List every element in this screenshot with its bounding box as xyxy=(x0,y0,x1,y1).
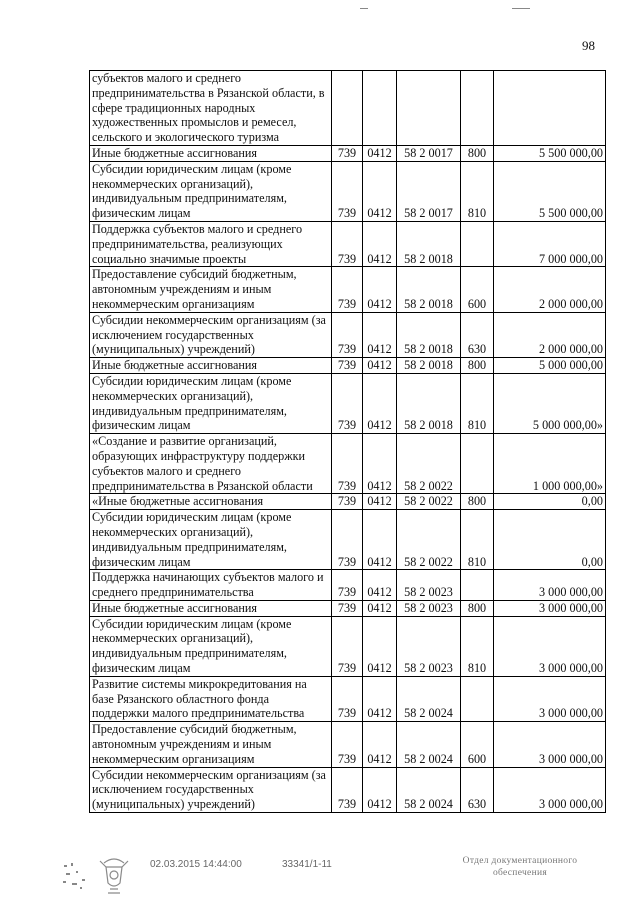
cell-amount: 2 000 000,00 xyxy=(494,312,606,357)
page-footer xyxy=(0,853,640,903)
cell-grbs: 739 xyxy=(332,373,363,433)
cell-rzpr: 0412 xyxy=(363,373,397,433)
cell-rzpr: 0412 xyxy=(363,161,397,221)
cell-name: Поддержка субъектов малого и среднего предпринимательства, реализующих социально значимые проекты xyxy=(90,221,332,266)
cell-rzpr: 0412 xyxy=(363,510,397,570)
cell-grbs: 739 xyxy=(332,676,363,721)
cell-rzpr: 0412 xyxy=(363,221,397,266)
cell-vr: 630 xyxy=(461,767,494,812)
cell-csr: 58 2 0024 xyxy=(397,722,461,767)
cell-amount: 3 000 000,00 xyxy=(494,767,606,812)
cell-grbs: 739 xyxy=(332,616,363,676)
cell-vr: 800 xyxy=(461,600,494,616)
cell-rzpr: 0412 xyxy=(363,434,397,494)
table-row xyxy=(90,510,606,570)
cell-name: Субсидии юридическим лицам (кроме некоммерческих организаций), индивидуальным предпринимателям, физическим лицам xyxy=(90,373,332,433)
cell-csr: 58 2 0024 xyxy=(397,767,461,812)
table-row xyxy=(90,722,606,767)
cell-amount: 5 500 000,00 xyxy=(494,145,606,161)
cell-amount: 0,00 xyxy=(494,494,606,510)
cell-amount: 3 000 000,00 xyxy=(494,600,606,616)
cell-rzpr: 0412 xyxy=(363,600,397,616)
cell-name: «Иные бюджетные ассигнования xyxy=(90,494,332,510)
cell-name: Субсидии некоммерческим организациям (за исключением государственных (муниципальных) учреждений) xyxy=(90,767,332,812)
cell-csr: 58 2 0018 xyxy=(397,267,461,312)
cell-csr: 58 2 0023 xyxy=(397,616,461,676)
cell-amount xyxy=(494,71,606,146)
cell-name: субъектов малого и среднего предпринимательства в Рязанской области, в сфере традиционных народных художественных промыслов и ремесел, сельского и экологического туризма xyxy=(90,71,332,146)
cell-rzpr: 0412 xyxy=(363,267,397,312)
cell-grbs xyxy=(332,71,363,146)
cell-vr xyxy=(461,221,494,266)
cell-vr xyxy=(461,434,494,494)
cell-vr: 630 xyxy=(461,312,494,357)
scan-marks xyxy=(360,6,530,12)
cell-rzpr: 0412 xyxy=(363,767,397,812)
cell-vr xyxy=(461,71,494,146)
cell-grbs: 739 xyxy=(332,221,363,266)
table-row xyxy=(90,312,606,357)
table-row xyxy=(90,161,606,221)
cell-amount: 5 000 000,00 xyxy=(494,358,606,374)
footer-department: Отдел документационного обеспечения xyxy=(462,856,578,878)
table-row xyxy=(90,616,606,676)
cell-rzpr: 0412 xyxy=(363,358,397,374)
cell-name: «Создание и развитие организаций, образующих инфраструктуру поддержки субъектов малого и среднего предпринимательства в Рязанской области xyxy=(90,434,332,494)
cell-amount: 3 000 000,00 xyxy=(494,616,606,676)
cell-csr: 58 2 0022 xyxy=(397,434,461,494)
cell-vr: 600 xyxy=(461,722,494,767)
cell-grbs: 739 xyxy=(332,161,363,221)
cell-grbs: 739 xyxy=(332,267,363,312)
cell-name: Иные бюджетные ассигнования xyxy=(90,145,332,161)
cell-vr: 810 xyxy=(461,616,494,676)
cell-name: Иные бюджетные ассигнования xyxy=(90,358,332,374)
cell-name: Субсидии некоммерческим организациям (за исключением государственных (муниципальных) учреждений) xyxy=(90,312,332,357)
table-row xyxy=(90,373,606,433)
cell-amount: 0,00 xyxy=(494,510,606,570)
cell-csr: 58 2 0024 xyxy=(397,676,461,721)
cell-rzpr: 0412 xyxy=(363,676,397,721)
cell-rzpr: 0412 xyxy=(363,145,397,161)
cell-csr: 58 2 0017 xyxy=(397,161,461,221)
cell-vr: 800 xyxy=(461,494,494,510)
cell-csr: 58 2 0018 xyxy=(397,358,461,374)
footer-datetime: 02.03.2015 14:44:00 xyxy=(150,859,242,870)
cell-csr: 58 2 0022 xyxy=(397,494,461,510)
cell-grbs: 739 xyxy=(332,434,363,494)
cell-grbs: 739 xyxy=(332,767,363,812)
cell-grbs: 739 xyxy=(332,312,363,357)
table-row xyxy=(90,434,606,494)
cell-amount: 3 000 000,00 xyxy=(494,676,606,721)
table-row xyxy=(90,600,606,616)
cell-csr: 58 2 0018 xyxy=(397,221,461,266)
cell-vr: 810 xyxy=(461,161,494,221)
cell-vr: 800 xyxy=(461,145,494,161)
cell-csr xyxy=(397,71,461,146)
table-row xyxy=(90,676,606,721)
coat-of-arms-icon xyxy=(96,853,132,895)
cell-name: Иные бюджетные ассигнования xyxy=(90,600,332,616)
cell-vr: 600 xyxy=(461,267,494,312)
budget-table-body xyxy=(90,71,606,813)
table-row xyxy=(90,221,606,266)
cell-grbs: 739 xyxy=(332,145,363,161)
cell-name: Субсидии юридическим лицам (кроме некоммерческих организаций), индивидуальным предпринимателям, физическим лицам xyxy=(90,616,332,676)
cell-amount: 5 000 000,00» xyxy=(494,373,606,433)
budget-table xyxy=(89,70,606,813)
table-row xyxy=(90,267,606,312)
table-row xyxy=(90,71,606,146)
cell-csr: 58 2 0023 xyxy=(397,570,461,601)
cell-grbs: 739 xyxy=(332,494,363,510)
seal-stamp-icon xyxy=(62,861,90,891)
table-row xyxy=(90,494,606,510)
cell-vr xyxy=(461,570,494,601)
cell-csr: 58 2 0017 xyxy=(397,145,461,161)
cell-name: Развитие системы микрокредитования на базе Рязанского областного фонда поддержки малого предпринимательства xyxy=(90,676,332,721)
cell-grbs: 739 xyxy=(332,570,363,601)
cell-name: Поддержка начинающих субъектов малого и среднего предпринимательства xyxy=(90,570,332,601)
cell-amount: 3 000 000,00 xyxy=(494,570,606,601)
cell-amount: 2 000 000,00 xyxy=(494,267,606,312)
page-number: 98 xyxy=(582,38,595,53)
cell-vr: 810 xyxy=(461,510,494,570)
cell-name: Предоставление субсидий бюджетным, автономным учреждениям и иным некоммерческим организациям xyxy=(90,722,332,767)
cell-amount: 3 000 000,00 xyxy=(494,722,606,767)
cell-csr: 58 2 0018 xyxy=(397,373,461,433)
cell-name: Субсидии юридическим лицам (кроме некоммерческих организаций), индивидуальным предпринимателям, физическим лицам xyxy=(90,510,332,570)
cell-rzpr: 0412 xyxy=(363,312,397,357)
cell-grbs: 739 xyxy=(332,510,363,570)
cell-csr: 58 2 0018 xyxy=(397,312,461,357)
cell-grbs: 739 xyxy=(332,358,363,374)
cell-amount: 1 000 000,00» xyxy=(494,434,606,494)
cell-rzpr xyxy=(363,71,397,146)
table-row xyxy=(90,358,606,374)
table-row xyxy=(90,145,606,161)
cell-rzpr: 0412 xyxy=(363,570,397,601)
footer-doc-number: 33341/1-11 xyxy=(282,859,332,870)
cell-rzpr: 0412 xyxy=(363,616,397,676)
table-row xyxy=(90,767,606,812)
cell-amount: 5 500 000,00 xyxy=(494,161,606,221)
cell-vr: 810 xyxy=(461,373,494,433)
cell-name: Субсидии юридическим лицам (кроме некоммерческих организаций), индивидуальным предпринимателям, физическим лицам xyxy=(90,161,332,221)
cell-vr xyxy=(461,676,494,721)
cell-vr: 800 xyxy=(461,358,494,374)
cell-rzpr: 0412 xyxy=(363,494,397,510)
cell-rzpr: 0412 xyxy=(363,722,397,767)
cell-csr: 58 2 0023 xyxy=(397,600,461,616)
cell-grbs: 739 xyxy=(332,722,363,767)
cell-csr: 58 2 0022 xyxy=(397,510,461,570)
table-row xyxy=(90,570,606,601)
cell-amount: 7 000 000,00 xyxy=(494,221,606,266)
cell-name: Предоставление субсидий бюджетным, автономным учреждениям и иным некоммерческим организациям xyxy=(90,267,332,312)
cell-grbs: 739 xyxy=(332,600,363,616)
